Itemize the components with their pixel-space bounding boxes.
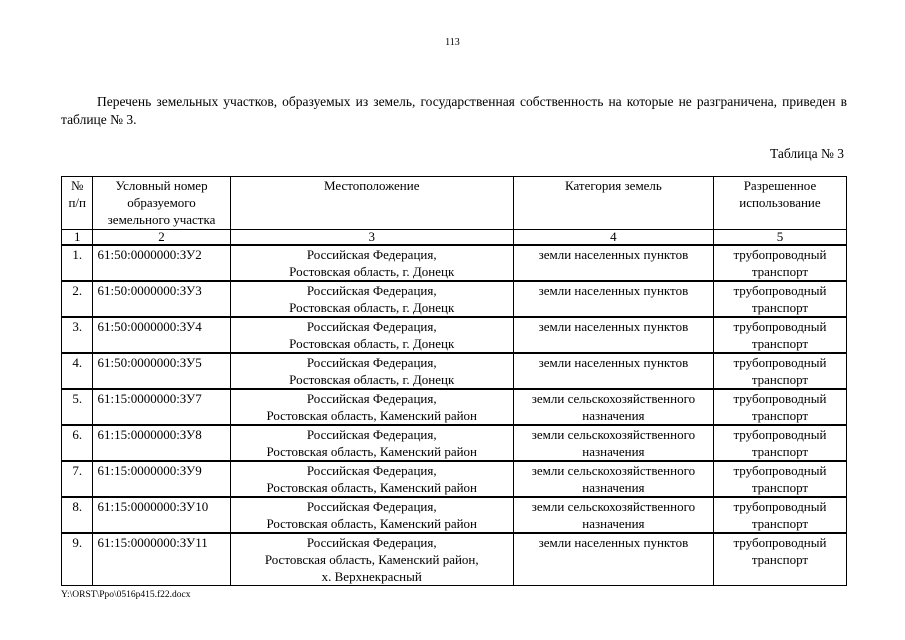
table-row <box>62 461 847 497</box>
land-category-line: назначения <box>582 516 645 531</box>
table-header-row <box>62 177 847 230</box>
land-category-cell <box>513 281 713 317</box>
location-cell <box>230 353 513 389</box>
land-category-cell <box>513 317 713 353</box>
row-number-cell: 9. <box>62 533 93 586</box>
column-number: 1 <box>62 230 93 246</box>
permitted-use-line: трубопроводный <box>733 463 827 478</box>
location-line: Ростовская область, г. Донецк <box>289 264 455 279</box>
land-category-cell <box>513 389 713 425</box>
footer-file-path: Y:\ORST\Ppo\0516p415.f22.docx <box>61 590 191 600</box>
cadastral-number-cell: 61:15:0000000:ЗУ10 <box>93 497 230 533</box>
location-line: Ростовская область, Каменский район, <box>264 552 479 567</box>
table-caption: Таблица № 3 <box>770 146 844 161</box>
location-cell <box>230 281 513 317</box>
cadastral-number-cell: 61:50:0000000:ЗУ2 <box>93 245 230 281</box>
cadastral-number-cell: 61:15:0000000:ЗУ9 <box>93 461 230 497</box>
permitted-use-line: транспорт <box>751 516 809 531</box>
location-cell <box>230 389 513 425</box>
location-line: Российская Федерация, <box>306 535 437 550</box>
row-number-cell: 4. <box>62 353 93 389</box>
column-number: 2 <box>93 230 230 246</box>
land-category-cell <box>513 245 713 281</box>
permitted-use-line: трубопроводный <box>733 247 827 262</box>
permitted-use-cell <box>713 317 846 353</box>
cadastral-number-cell: 61:15:0000000:ЗУ11 <box>93 533 230 586</box>
land-category-line: назначения <box>582 408 645 423</box>
permitted-use-line: транспорт <box>751 264 809 279</box>
land-category-line: земли населенных пунктов <box>538 319 689 334</box>
land-category-cell <box>513 533 713 586</box>
row-number-cell: 3. <box>62 317 93 353</box>
table-row <box>62 389 847 425</box>
location-line: Российская Федерация, <box>306 247 437 262</box>
permitted-use-line: трубопроводный <box>733 499 827 514</box>
land-category-cell <box>513 425 713 461</box>
land-category-line: земли сельскохозяйственного <box>531 391 696 406</box>
header-permitted-use: Разрешенное использование <box>713 177 846 230</box>
location-line: Российская Федерация, <box>306 499 437 514</box>
location-line: х. Верхнекрасный <box>321 569 422 584</box>
location-line: Российская Федерация, <box>306 355 437 370</box>
cadastral-number-cell: 61:50:0000000:ЗУ4 <box>93 317 230 353</box>
land-category-line: земли населенных пунктов <box>538 247 689 262</box>
row-number-cell: 5. <box>62 389 93 425</box>
permitted-use-line: транспорт <box>751 480 809 495</box>
permitted-use-line: транспорт <box>751 444 809 459</box>
column-number: 3 <box>230 230 513 246</box>
land-category-cell <box>513 497 713 533</box>
permitted-use-line: транспорт <box>751 372 809 387</box>
land-category-cell <box>513 353 713 389</box>
permitted-use-line: трубопроводный <box>733 535 827 550</box>
land-category-cell <box>513 461 713 497</box>
location-line: Ростовская область, Каменский район <box>266 516 477 531</box>
location-cell <box>230 533 513 586</box>
table-row <box>62 353 847 389</box>
location-line: Российская Федерация, <box>306 319 437 334</box>
permitted-use-line: транспорт <box>751 300 809 315</box>
intro-paragraph: Перечень земельных участков, образуемых из земель, государственная собственность на которые не разграничена, приведен в таблице № 3. <box>61 94 847 127</box>
permitted-use-line: трубопроводный <box>733 391 827 406</box>
location-line: Ростовская область, Каменский район <box>266 444 477 459</box>
location-cell <box>230 317 513 353</box>
header-land-category: Категория земель <box>513 177 713 230</box>
land-category-line: земли сельскохозяйственного <box>531 463 696 478</box>
row-number-cell: 6. <box>62 425 93 461</box>
land-category-line: назначения <box>582 480 645 495</box>
permitted-use-cell <box>713 533 846 586</box>
location-line: Ростовская область, Каменский район <box>266 408 477 423</box>
permitted-use-line: транспорт <box>751 336 809 351</box>
permitted-use-cell <box>713 245 846 281</box>
permitted-use-cell <box>713 281 846 317</box>
table-row <box>62 533 847 586</box>
cadastral-number-cell: 61:50:0000000:ЗУ5 <box>93 353 230 389</box>
table-row <box>62 497 847 533</box>
permitted-use-line: трубопроводный <box>733 355 827 370</box>
column-numbers-row <box>62 230 847 246</box>
header-num: № п/п <box>62 177 93 230</box>
permitted-use-cell <box>713 461 846 497</box>
permitted-use-cell <box>713 389 846 425</box>
column-number: 5 <box>713 230 846 246</box>
location-line: Ростовская область, Каменский район <box>266 480 477 495</box>
permitted-use-cell <box>713 497 846 533</box>
location-line: Российская Федерация, <box>306 463 437 478</box>
row-number-cell: 8. <box>62 497 93 533</box>
cadastral-number-cell: 61:15:0000000:ЗУ7 <box>93 389 230 425</box>
row-number-cell: 1. <box>62 245 93 281</box>
row-number-cell: 2. <box>62 281 93 317</box>
permitted-use-line: транспорт <box>751 552 809 567</box>
permitted-use-cell <box>713 425 846 461</box>
page-number: 113 <box>445 37 460 48</box>
column-number: 4 <box>513 230 713 246</box>
land-plots-table <box>61 176 847 586</box>
location-line: Ростовская область, г. Донецк <box>289 300 455 315</box>
permitted-use-line: трубопроводный <box>733 427 827 442</box>
header-cadastral-number: Условный номер образуемого земельного участка <box>93 177 230 230</box>
permitted-use-line: транспорт <box>751 408 809 423</box>
location-cell <box>230 245 513 281</box>
land-category-line: земли населенных пунктов <box>538 535 689 550</box>
land-category-line: земли населенных пунктов <box>538 283 689 298</box>
table-row <box>62 281 847 317</box>
permitted-use-cell <box>713 353 846 389</box>
location-line: Ростовская область, г. Донецк <box>289 372 455 387</box>
location-cell <box>230 425 513 461</box>
cadastral-number-cell: 61:15:0000000:ЗУ8 <box>93 425 230 461</box>
cadastral-number-cell: 61:50:0000000:ЗУ3 <box>93 281 230 317</box>
row-number-cell: 7. <box>62 461 93 497</box>
table-body <box>62 245 847 586</box>
land-category-line: земли сельскохозяйственного <box>531 499 696 514</box>
header-location: Местоположение <box>230 177 513 230</box>
table-row <box>62 245 847 281</box>
table-row <box>62 317 847 353</box>
location-line: Ростовская область, г. Донецк <box>289 336 455 351</box>
location-line: Российская Федерация, <box>306 427 437 442</box>
permitted-use-line: трубопроводный <box>733 319 827 334</box>
permitted-use-line: трубопроводный <box>733 283 827 298</box>
land-category-line: земли населенных пунктов <box>538 355 689 370</box>
land-category-line: назначения <box>582 444 645 459</box>
location-cell <box>230 461 513 497</box>
land-category-line: земли сельскохозяйственного <box>531 427 696 442</box>
location-cell <box>230 497 513 533</box>
location-line: Российская Федерация, <box>306 391 437 406</box>
location-line: Российская Федерация, <box>306 283 437 298</box>
table-row <box>62 425 847 461</box>
